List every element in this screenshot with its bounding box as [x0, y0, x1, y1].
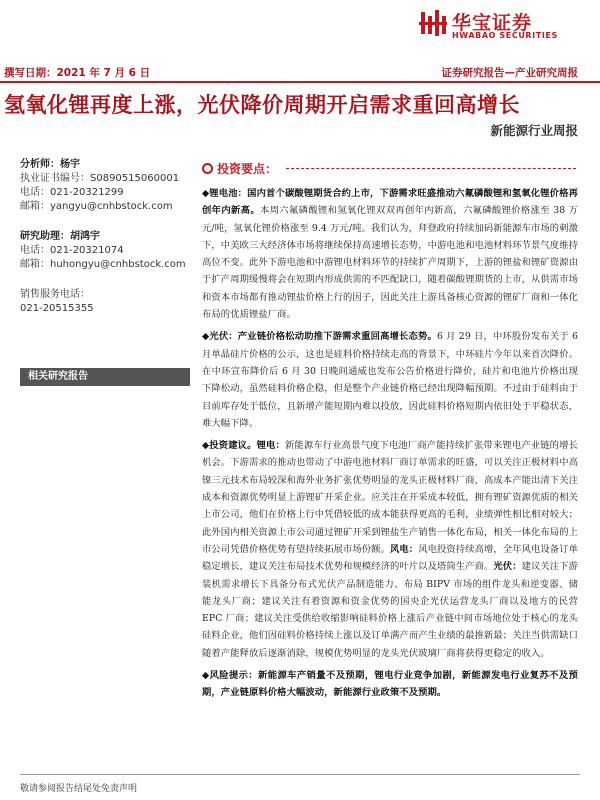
- analyst-license: 执业证书编号：S0890515060001: [20, 173, 180, 184]
- assistant-email[interactable]: 邮箱：huhongyu@cnhbstock.com: [20, 259, 186, 270]
- paragraph-lithium-lead: ◆锂电池：国内首个碳酸锂期货合约上市，下游需求旺盛推动六氟磷酸锂和氢氧化锂价格再创年内新高。: [202, 188, 578, 217]
- related-reports-bar: 相关研究报告: [20, 368, 190, 386]
- assistant-name: 研究助理：胡鸿宇: [20, 231, 100, 242]
- analyst-phone: 电话：021-20321299: [20, 187, 124, 198]
- paragraph-investment-wind-lead: 风电：: [390, 543, 419, 555]
- analyst-name: 分析师：杨宇: [20, 159, 80, 170]
- analyst-email[interactable]: 邮箱：yangyu@cnhbstock.com: [20, 201, 173, 212]
- paragraph-investment-lithium: 新能源车行业高景气度下电池厂商产能持续扩张带来锂电产业链的增长机会。下游需求的推动也带动了中游电池材料厂商订单需求的旺盛，可以关注正极材料中高镍三元技术布局较深和海外业务扩张优势明显的龙头正极材料厂商，高成本产能出清下关注成本和资源优势明显上游锂矿开采企业。应关注在开采成本较低，拥有锂矿资源优质的相关上市公司，他们在价格上行中凭借较低的成本能获得更高的毛利，业绩弹性相比相对较大；此外国内相关资源上市公司通过锂矿开采到锂盐生产销售一体化布局，相关一体化布局的上市公司凭借价格优势有望持续拓展市场份额。: [202, 440, 578, 555]
- paragraph-pv: [202, 328, 578, 432]
- paragraph-pv-body: 6 月 29 日，中环股份发布关于 6 月单晶硅片价格的公示，这也是硅料价格持续走高的背景下，中环硅片今年以来首次降价。在中环宣布降价后 6 月 30 日晚间通威也发布公告价格进行降价，硅片和电池片价格出现下降松动，虽然硅料价格企稳，但是整个产业链价格已经出现降幅预期。不过由于硅料由于目前库存处于低位，且新增产能短期内难以投放，因此硅料价格短期内依旧处于平稳状态，难大幅下降。: [202, 331, 578, 429]
- assistant-phone: 电话：021-20321074: [20, 245, 124, 256]
- header-divider: [0, 81, 600, 83]
- company-logo: [418, 6, 594, 42]
- dashed-divider: [286, 168, 576, 169]
- key-points-title: 投资要点：: [217, 162, 278, 176]
- paragraph-risk: [202, 667, 578, 702]
- hwabao-logo-icon: [418, 8, 448, 38]
- main-content: [202, 160, 578, 702]
- footer-divider: [20, 774, 580, 775]
- sales-label: 销售服务电话：: [20, 289, 90, 300]
- logo-text-en: HWABAO SECURITIES: [452, 31, 558, 40]
- analyst-sidebar: [20, 158, 188, 316]
- paragraph-lithium-body: 本周六氟磷酸锂和氢氧化锂双双再创年内新高，六氟磷酸锂价格涨至 38 万元/吨，氢氧化锂价格涨至 9.4 万元/吨。我们认为，拜登政府持续加码新能源车市场的刺激下，中美欧三大经济体市场将继续保持高速增长态势，中游电池和电池材料环节景气度维持高位不变。此外下游电池和中游锂电材料环节的持续扩产周期下，上游的锂盐和锂矿资源由于扩产周期缓慢将会在短期内形成供需的不匹配缺口，随着碳酸锂期货的上市，从供需市场和资本市场都有推动锂盐价格上行的因子，因此关注上游具备核心资源的锂矿厂商和一体化布局的优质锂盐厂商。: [202, 205, 578, 321]
- report-category: 证券研究报告—产业研究周报: [441, 67, 578, 79]
- report-meta-row: [0, 63, 600, 81]
- sales-phone: 021-20515355: [20, 303, 94, 314]
- page-subtitle: 新能源行业周报: [490, 123, 578, 138]
- footer-disclaimer: 敬请参阅报告结尾处免责声明: [20, 784, 138, 794]
- paragraph-investment-wind: 风电投资持续高增，全年风电设备订单稳定增长，建议关注布局技术优势和规模经济的叶片以及塔筒生产商。: [202, 543, 578, 573]
- page-title: 氢氧化锂再度上涨，光伏降价周期开启需求重回高增长: [4, 92, 520, 117]
- paragraph-pv-lead: ◆光伏：产业链价格松动助推下游需求重回高增长态势。: [202, 331, 438, 343]
- circle-bullet-icon: [202, 163, 213, 174]
- paragraph-investment-lead: ◆投资建议。锂电：: [202, 440, 285, 452]
- logo-text-cn: 华宝证券: [452, 12, 533, 34]
- paragraph-investment: [202, 437, 578, 662]
- paragraph-investment-pv: 建议关注下游装机需求增长下具备分布式光伏产品制造能力、布局 BIPV 市场的组件龙头和逆变器、储能龙头厂商；建议关注有着资源和资金优势的国央企光伏运营龙头厂商以及地方的民营 EPC 厂商；建议关注受供给收缩影响硅料价格上涨后产业链中间市场地位处于核心的龙头硅料企业，他们因硅料价格持续上涨以及订单满产而产生业绩的最推新最；关注当供需缺口随着产能释放后逐渐消除，规模优势明显的龙头光伏玻璃厂商将获得更稳定的收入。: [202, 561, 578, 659]
- paragraph-investment-pv-lead: 光伏：: [493, 561, 522, 573]
- report-date: 撰写日期：2021 年 7 月 6 日: [4, 67, 151, 79]
- key-points-header: [202, 160, 578, 180]
- paragraph-lithium: [202, 185, 578, 323]
- paragraph-risk-text: ◆风险提示：新能源车产销量不及预期，锂电行业竞争加剧，新能源发电行业复苏不及预期，产业链原料价格大幅波动，新能源行业政策不及预期。: [202, 670, 578, 699]
